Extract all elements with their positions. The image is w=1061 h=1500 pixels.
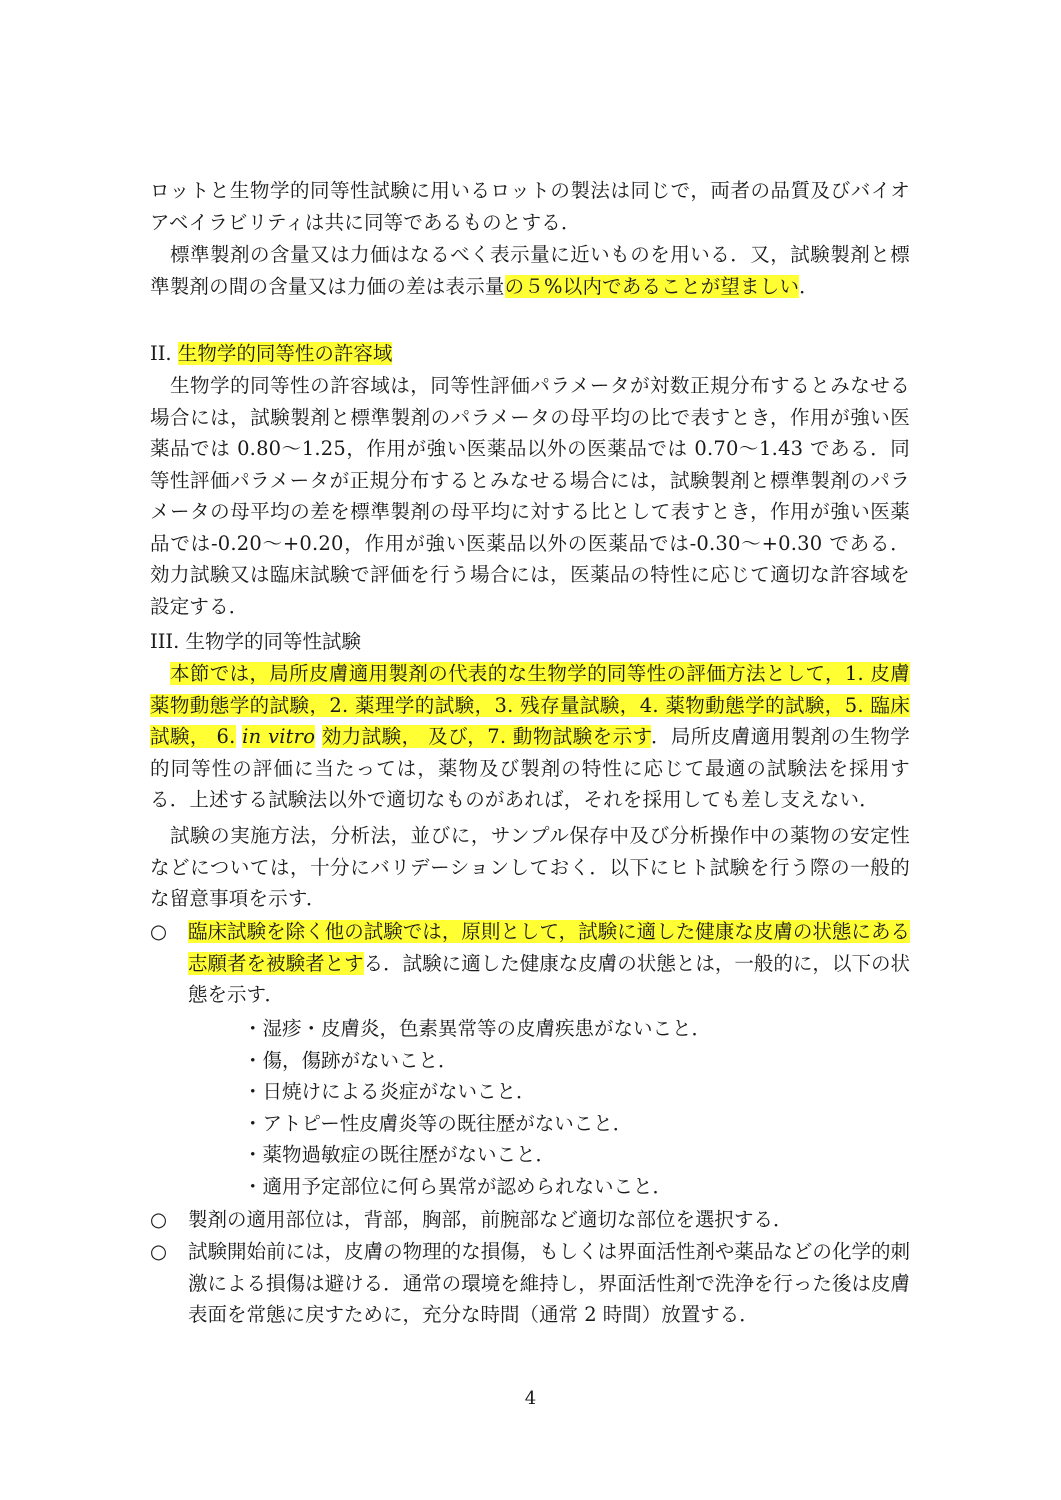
bullet-healthy-skin-text: [188, 916, 910, 1011]
section-2-heading: [150, 338, 392, 370]
circle-bullet-icon: ○: [150, 920, 168, 943]
criteria-item: ・湿疹・皮膚炎，色素異常等の皮膚疾患がないこと．: [243, 1017, 712, 1040]
bullet-skin-damage: [150, 1236, 910, 1331]
bullet-application-site: [150, 1204, 910, 1236]
section-3-intro-rest: ．局所皮膚適用製剤の生物学的同等性の評価に当たっては，薬物及び製剤の特性に応じて最適の試験法を採用する．上述する試験法以外で適切なものがあれば，それを採用しても差し支えない．: [150, 725, 911, 811]
section-3-validation-text: 試験の実施方法，分析法，並びに，サンプル保存中及び分析操作中の薬物の安定性などについては，十分にバリデーションしておく．以下にヒト試験を行う際の一般的な留意事項を示す．: [150, 824, 910, 910]
paragraph-standard-content: [150, 239, 910, 302]
bullet-healthy-skin: [150, 916, 910, 1011]
paragraph-lot: [150, 175, 910, 238]
criteria-item: ・傷，傷跡がないこと．: [243, 1048, 458, 1072]
bullet-skin-damage-text: 試験開始前には，皮膚の物理的な損傷，もしくは界面活性剤や薬品などの化学的刺激による損傷は避ける．通常の環境を維持し，界面活性剤で洗浄を行った後は皮膚表面を常態に戻すために，充分な時間（通常 2 時間）放置する．: [188, 1240, 910, 1326]
bullet-healthy-skin-rest: る．試験に適した健康な皮膚の状態とは，一般的に，以下の状態を示す．: [188, 951, 910, 1006]
standard-content-period: ．: [799, 274, 819, 298]
healthy-skin-criteria-list: [243, 1013, 711, 1202]
section-3-validation: [150, 820, 910, 915]
section-3-title: 生物学的同等性試験: [185, 630, 362, 653]
section-2-body-text: 生物学的同等性の許容域は，同等性評価パラメータが対数正規分布するとみなせる場合には，試験製剤と標準製剤のパラメータの母平均の比で表すとき，作用が強い医薬品では 0.80～1.25，作用が強い医薬品以外の医薬品では 0.70～1.43 である．同等性評価パラメータが正規分布するとみなせる場合には，試験製剤と標準製剤のパラメータの母平均の差を標準製剤の母平均に対する比として表すとき，作用が強い医薬品では-0.20～+0.20，作用が強い医薬品以外の医薬品では-0.30～+0.30 である．効力試験又は臨床試験で評価を行う場合には，医薬品の特性に応じて適切な許容域を設定する．: [150, 374, 910, 618]
criteria-item: ・アトピー性皮膚炎等の既往歴がないこと．: [243, 1111, 633, 1135]
in-vitro-italic: in vitro: [242, 725, 316, 748]
section-3-number: III.: [150, 630, 180, 653]
criteria-item: ・薬物過敏症の既往歴がないこと．: [243, 1143, 556, 1166]
page-number: 4: [524, 1388, 537, 1409]
standard-content-text: 標準製剤の含量又は力価はなるべく表示量に近いものを用いる．又，試験製剤と標準製剤の間の含量又は力価の差は表示量: [150, 243, 910, 298]
highlight-methods-list: 本節では，局所皮膚適用製剤の代表的な生物学的同等性の評価方法として，1. 皮膚薬物動態学的試験，2. 薬理学的試験，3. 残存量試験，4. 薬物動態学的試験，5. 臨床試験， 6.: [150, 662, 910, 748]
section-2-title: 生物学的同等性の許容域: [177, 342, 393, 365]
highlight-methods-list-end: 効力試験， 及び，7. 動物試験を示す: [321, 725, 651, 748]
circle-bullet-icon: ○: [150, 1208, 168, 1231]
highlight-volunteers: 臨床試験を除く他の試験では，原則として，試験に適した健康な皮膚の状態にある志願者を被験者とす: [188, 920, 910, 975]
paragraph-lot-text: ロットと生物学的同等性試験に用いるロットの製法は同じで，両者の品質及びバイオアベイラビリティは共に同等であるものとする．: [150, 179, 910, 234]
section-3-intro: [150, 658, 910, 816]
section-2-body: [150, 370, 910, 622]
criteria-item: ・適用予定部位に何ら異常が認められないこと．: [243, 1174, 673, 1198]
circle-bullet-icon: ○: [150, 1240, 168, 1263]
bullet-application-site-text: 製剤の適用部位は，背部，胸部，前腕部など適切な部位を選択する．: [188, 1208, 793, 1231]
criteria-item: ・日焼けによる炎症がないこと．: [243, 1080, 536, 1103]
section-3-heading: [150, 626, 361, 658]
section-2-number: II.: [150, 342, 172, 365]
highlight-five-percent: の５%以内であることが望ましい: [504, 274, 800, 298]
